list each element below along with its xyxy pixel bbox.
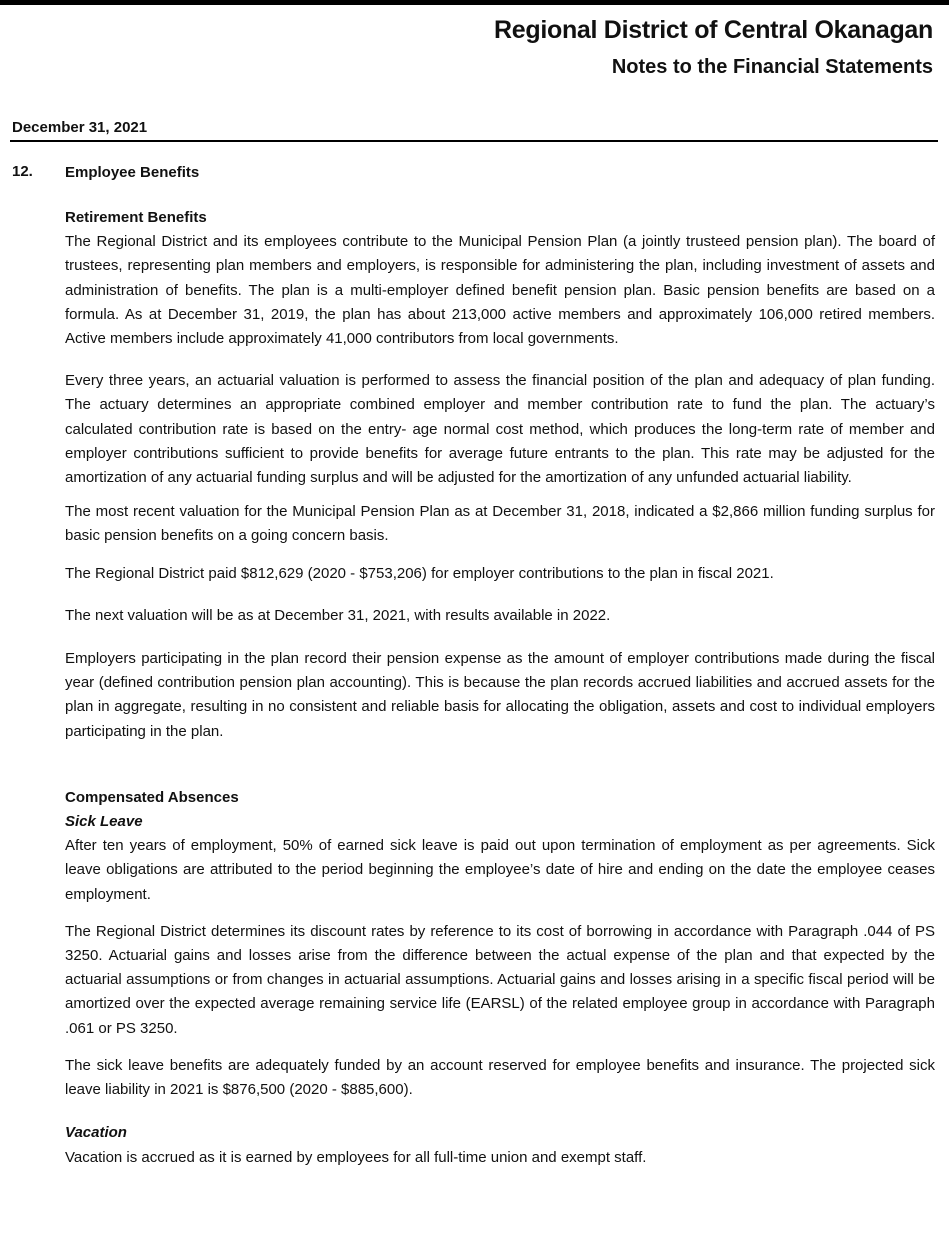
vacation-heading: Vacation <box>65 1124 127 1142</box>
note-title: Employee Benefits <box>65 164 200 181</box>
statement-date: December 31, 2021 <box>12 119 148 136</box>
retirement-paragraph-1: The Regional District and its employees contribute to the Municipal Pension Plan (a jointly trusteed pension plan). The board of trustees, representing plan members and employers, is responsible for administering the plan, including investment of assets and administration of benefits. The plan is a multi-employer defined benefit pension plan. Basic pension benefits are based on a formula. As at December 31, 2019, the plan has about 213,000 active members and approximately 106,000 retired members. Active members include approximately 41,000 contributors from local governments. <box>65 233 935 348</box>
sick-leave-paragraph-3: The sick leave benefits are adequately funded by an account reserved for employee benefits and insurance. The projected sick leave liability in 2021 is $876,500 (2020 - $885,600). <box>65 1056 935 1099</box>
sick-leave-heading: Sick Leave <box>65 813 143 831</box>
retirement-paragraph-4: The Regional District paid $812,629 (2020 - $753,206) for employer contributions to the plan in fiscal 2021. <box>65 564 774 582</box>
retirement-paragraph-5: The next valuation will be as at December 31, 2021, with results available in 2022. <box>65 606 611 624</box>
organization-title: Regional District of Central Okanagan <box>494 16 933 44</box>
date-rule <box>10 140 938 142</box>
note-number: 12. <box>12 163 33 180</box>
retirement-paragraph-6: Employers participating in the plan record their pension expense as the amount of employer contributions made during the fiscal year (defined contribution pension plan accounting). This is because the plan records accrued liabilities and accrued assets for the plan in aggregate, resulting in no consistent and reliable basis for allocating the obligation, assets and cost to individual employers participating in the plan. <box>65 650 935 740</box>
retirement-paragraph-2: Every three years, an actuarial valuation is performed to assess the financial position of the plan and adequacy of plan funding. The actuary determines an appropriate combined employer and member contribution rate to fund the plan. The actuary’s calculated contribution rate is based on the entry- age normal cost method, which produces the long-term rate of member and employer contributions sufficient to provide benefits for average future entrants to the plan. This rate may be adjusted for the amortization of any actuarial funding surplus and will be adjusted for the amortization of any unfunded actuarial liability. <box>65 372 935 487</box>
sick-leave-paragraph-2: The Regional District determines its discount rates by reference to its cost of borrowing in accordance with Paragraph .044 of PS 3250. Actuarial gains and losses arise from the difference between the actual expense of the plan and that expected by the actuarial assumptions or from changes in actuarial assumptions. Actuarial gains and losses arising in a specific fiscal period will be amortized over the expected average remaining service life (EARSL) of the related employee group in accordance with Paragraph .061 or PS 3250. <box>65 922 935 1037</box>
top-rule <box>0 0 949 5</box>
compensated-absences-heading: Compensated Absences <box>65 788 239 806</box>
note-content <box>65 206 935 1170</box>
retirement-benefits-heading: Retirement Benefits <box>65 209 207 226</box>
vacation-paragraph: Vacation is accrued as it is earned by employees for all full-time union and exempt staff. <box>65 1148 647 1166</box>
retirement-paragraph-3: The most recent valuation for the Municipal Pension Plan as at December 31, 2018, indicated a $2,866 million funding surplus for basic pension benefits on a going concern basis. <box>65 503 935 545</box>
document-subtitle: Notes to the Financial Statements <box>611 56 933 78</box>
sick-leave-paragraph-1: After ten years of employment, 50% of earned sick leave is paid out upon termination of employment as per agreements. Sick leave obligations are attributed to the period beginning the employee’s date of hire and ending on the date the employee ceases employment. <box>65 837 935 903</box>
